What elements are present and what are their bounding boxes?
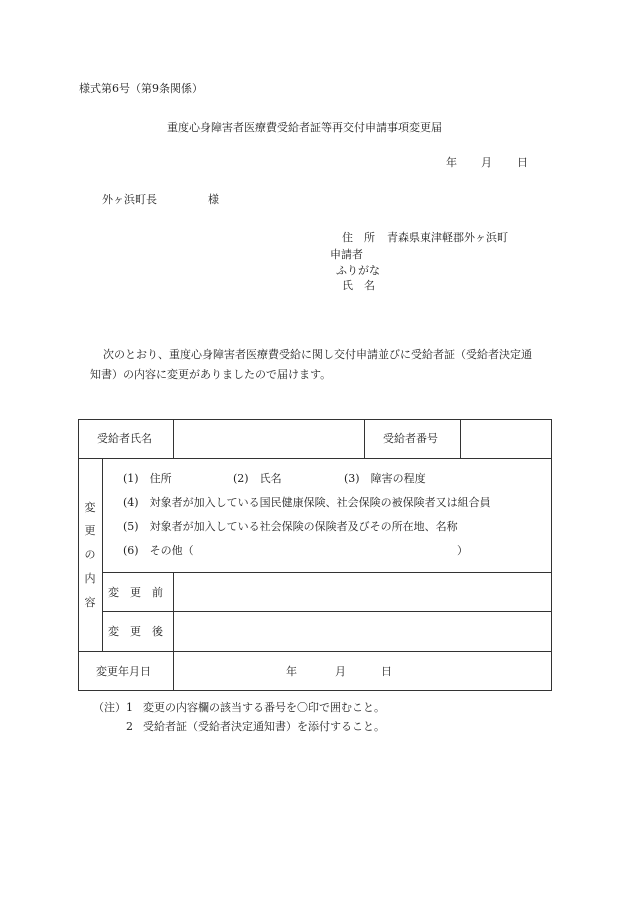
date-day: 日 xyxy=(517,156,528,169)
change-content-char: 変 xyxy=(84,501,96,514)
change-date-year: 年 xyxy=(286,665,297,678)
form-number: 様式第6号（第9条関係） xyxy=(79,82,203,95)
furigana-label: ふりがな xyxy=(336,264,380,277)
addressee-honorific: 様 xyxy=(208,193,219,206)
date-month: 月 xyxy=(481,156,492,169)
name-label: 氏 名 xyxy=(342,279,375,292)
col-divider-date xyxy=(173,651,174,691)
change-date-day: 日 xyxy=(381,665,392,678)
change-content-char: 容 xyxy=(84,596,96,609)
option-disability-degree: (3) 障害の程度 xyxy=(344,472,426,485)
recipient-name-label: 受給者氏名 xyxy=(97,432,152,445)
addressee-name: 外ヶ浜町長 xyxy=(102,193,157,206)
row-divider-options xyxy=(102,572,552,573)
option-insurance-type: (4) 対象者が加入している国民健康保険、社会保険の被保険者又は組合員 xyxy=(123,496,491,509)
before-label: 変 更 前 xyxy=(108,586,163,599)
change-date-label: 変更年月日 xyxy=(96,665,151,678)
body-line-1: 次のとおり、重度心身障害者医療費受給に関し交付申請並びに受給者証（受給者決定通 xyxy=(103,348,532,361)
change-content-char: 内 xyxy=(84,572,96,585)
date-year: 年 xyxy=(446,156,457,169)
note-2-text: 受給者証（受給者決定通知書）を添付すること。 xyxy=(143,720,385,733)
after-label: 変 更 後 xyxy=(108,625,163,638)
col-divider-1 xyxy=(173,419,174,458)
applicant-label: 申請者 xyxy=(330,248,363,261)
form-title: 重度心身障害者医療費受給者証等再交付申請事項変更届 xyxy=(167,121,442,134)
recipient-number-label: 受給者番号 xyxy=(383,432,438,445)
option-address: (1) 住所 xyxy=(123,472,172,485)
row-divider-before xyxy=(102,611,552,612)
col-divider-before-after xyxy=(173,572,174,651)
option-other: (6) その他（ xyxy=(123,544,194,557)
option-other-close: ） xyxy=(457,544,468,557)
change-content-char: の xyxy=(84,548,96,561)
note-1-number: 1 xyxy=(126,701,133,714)
note-1-text: 変更の内容欄の該当する番号を〇印で囲むこと。 xyxy=(143,701,385,714)
option-insurer: (5) 対象者が加入している社会保険の保険者及びその所在地、名称 xyxy=(123,520,458,533)
col-divider-side-label xyxy=(102,458,103,651)
body-line-2: 知書）の内容に変更がありましたので届けます。 xyxy=(90,368,332,381)
row-divider-after xyxy=(78,651,552,652)
address-label: 住 所 xyxy=(342,231,375,244)
change-date-month: 月 xyxy=(335,665,346,678)
notes-prefix: （注） xyxy=(93,701,126,714)
change-content-char: 更 xyxy=(84,524,96,537)
option-name: (2) 氏名 xyxy=(233,472,282,485)
row-divider-header xyxy=(78,458,552,459)
address-value: 青森県東津軽郡外ヶ浜町 xyxy=(387,231,508,244)
col-divider-3 xyxy=(460,419,461,458)
note-2-number: 2 xyxy=(126,720,133,733)
col-divider-2 xyxy=(364,419,365,458)
